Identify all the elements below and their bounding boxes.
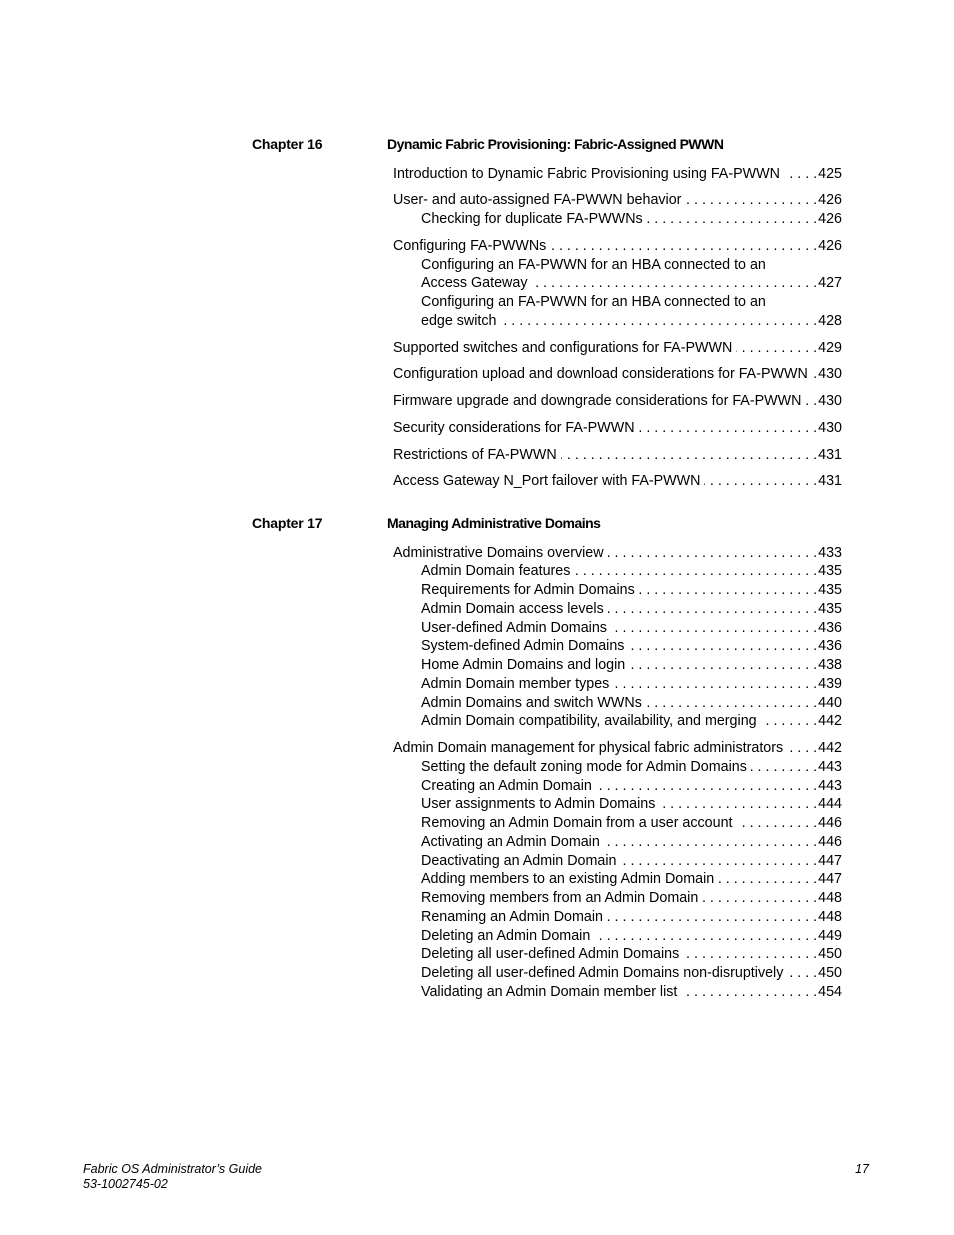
dot-leader — [683, 945, 817, 964]
entry-title: Deleting an Admin Domain — [421, 927, 591, 944]
chapter-title: Managing Administrative Domains — [387, 514, 601, 531]
chapter-block — [0, 514, 954, 1002]
toc-section-group — [0, 365, 954, 384]
toc-subentry[interactable] — [421, 619, 842, 638]
dot-leader — [611, 619, 817, 638]
dot-leader — [574, 562, 817, 581]
entry-title: User assignments to Admin Domains — [421, 796, 656, 813]
toc-subentry[interactable] — [421, 795, 842, 814]
entry-page-number: 443 — [818, 777, 842, 794]
toc-subentry[interactable] — [421, 852, 842, 871]
entry-page-number: 431 — [818, 446, 842, 463]
dot-leader — [718, 870, 817, 889]
dot-leader — [621, 852, 818, 871]
entry-page-number: 439 — [818, 675, 842, 692]
entry-title: Admin Domain compatibility, availability, and merging — [421, 713, 757, 730]
entry-line — [421, 889, 842, 908]
table-of-contents — [0, 135, 954, 1002]
toc-entry[interactable] — [393, 419, 842, 438]
entry-line — [393, 472, 842, 491]
toc-subentry[interactable] — [421, 777, 842, 796]
entry-title: Configuring an FA-PWWN for an HBA connected to an — [421, 294, 766, 311]
entry-title: Configuration upload and download considerations for FA-PWWN — [393, 366, 808, 383]
entry-page-number: 436 — [818, 638, 842, 655]
toc-subentry[interactable] — [421, 712, 842, 731]
toc-subentry[interactable] — [421, 210, 842, 229]
toc-subentry[interactable] — [421, 758, 842, 777]
toc-subentry[interactable] — [421, 675, 842, 694]
entry-title: Home Admin Domains and login — [421, 657, 626, 674]
dot-leader — [681, 983, 817, 1002]
entry-page-number: 447 — [818, 852, 842, 869]
toc-subentry[interactable] — [421, 600, 842, 619]
entry-title: Security considerations for FA-PWWN — [393, 419, 635, 436]
entry-page-number: 426 — [818, 192, 842, 209]
toc-subentry[interactable] — [421, 927, 842, 946]
chapter-block — [0, 135, 954, 492]
entry-title: Deleting all user-defined Admin Domains non-disruptively — [421, 965, 784, 982]
entry-title: Supported switches and configurations for FA-PWWN — [393, 339, 733, 356]
entry-line — [421, 312, 842, 331]
dot-leader — [628, 637, 817, 656]
toc-section-group — [0, 165, 954, 184]
dot-leader — [604, 833, 817, 852]
entry-line — [421, 870, 842, 889]
entry-title: Introduction to Dynamic Fabric Provisioning using FA-PWWN — [393, 165, 780, 182]
dot-leader — [659, 795, 817, 814]
entry-page-number: 448 — [818, 908, 842, 925]
entry-page-number: 430 — [818, 419, 842, 436]
chapter-heading — [0, 514, 954, 533]
toc-section-group — [0, 392, 954, 411]
entry-line — [421, 256, 842, 275]
entry-line — [393, 237, 842, 256]
toc-section-group — [0, 419, 954, 438]
entry-line — [421, 581, 842, 600]
entry-title: Renaming an Admin Domain — [421, 908, 603, 925]
entry-page-number: 435 — [818, 582, 842, 599]
entry-page-number: 436 — [818, 619, 842, 636]
dot-leader — [751, 758, 817, 777]
dot-leader — [596, 777, 817, 796]
entry-title-continued: edge switch — [421, 312, 497, 329]
dot-leader — [594, 927, 817, 946]
entry-line — [393, 392, 842, 411]
entry-page-number: 442 — [818, 713, 842, 730]
dot-leader — [607, 908, 817, 927]
dot-leader — [608, 600, 817, 619]
toc-subentry[interactable] — [421, 637, 842, 656]
toc-section-group — [0, 446, 954, 465]
entry-page-number: 428 — [818, 312, 842, 329]
entry-line — [393, 446, 842, 465]
entry-line — [421, 712, 842, 731]
entry-title: Removing members from an Admin Domain — [421, 890, 699, 907]
dot-leader — [629, 656, 817, 675]
entry-line — [421, 210, 842, 229]
dot-leader — [561, 446, 818, 465]
chapter-heading — [0, 135, 954, 154]
chapter-label: Chapter 17 — [252, 514, 323, 531]
entry-line — [421, 777, 842, 796]
entry-line — [421, 964, 842, 983]
toc-subentry[interactable] — [421, 814, 842, 833]
entry-page-number: 435 — [818, 563, 842, 580]
entry-line — [421, 619, 842, 638]
toc-section-group — [0, 739, 954, 1002]
entry-page-number: 435 — [818, 600, 842, 617]
toc-subentry[interactable] — [421, 945, 842, 964]
toc-section-group — [0, 544, 954, 732]
footer-page-number: 17 — [855, 1161, 869, 1176]
toc-entry[interactable] — [393, 739, 842, 758]
entry-page-number: 425 — [818, 165, 842, 182]
entry-title: Configuring FA-PWWNs — [393, 237, 547, 254]
dot-leader — [787, 964, 817, 983]
chapter-label: Chapter 16 — [252, 135, 323, 152]
entry-title: Configuring an FA-PWWN for an HBA connected to an — [421, 256, 766, 273]
toc-subentry[interactable] — [421, 256, 842, 294]
toc-entry[interactable] — [393, 365, 842, 384]
toc-entry[interactable] — [393, 392, 842, 411]
entry-line — [421, 600, 842, 619]
entry-line — [421, 833, 842, 852]
entry-title: Creating an Admin Domain — [421, 777, 592, 794]
entry-title: Deleting all user-defined Admin Domains — [421, 946, 680, 963]
entry-page-number: 443 — [818, 758, 842, 775]
entry-title: User- and auto-assigned FA-PWWN behavior — [393, 192, 682, 209]
dot-leader — [812, 365, 817, 384]
entry-line — [421, 814, 842, 833]
entry-page-number: 433 — [818, 544, 842, 561]
entry-title: Access Gateway N_Port failover with FA-PWWN — [393, 473, 701, 490]
entry-page-number: 454 — [818, 983, 842, 1000]
dot-leader — [639, 419, 818, 438]
entry-line — [393, 544, 842, 563]
entry-line — [421, 945, 842, 964]
entry-page-number: 426 — [818, 237, 842, 254]
entry-line — [393, 191, 842, 210]
dot-leader — [639, 581, 817, 600]
dot-leader — [784, 165, 817, 184]
entry-line — [421, 852, 842, 871]
dot-leader — [608, 544, 818, 563]
entry-page-number: 449 — [818, 927, 842, 944]
entry-line — [421, 927, 842, 946]
entry-page-number: 440 — [818, 694, 842, 711]
entry-title: Removing an Admin Domain from a user account — [421, 815, 733, 832]
toc-entry[interactable] — [393, 472, 842, 491]
entry-page-number: 431 — [818, 473, 842, 490]
entry-title: Admin Domain access levels — [421, 600, 604, 617]
entry-line — [421, 694, 842, 713]
entry-page-number: 444 — [818, 796, 842, 813]
entry-title: Admin Domain management for physical fabric administrators — [393, 740, 784, 757]
toc-section-group — [0, 472, 954, 491]
entry-line — [421, 562, 842, 581]
toc-subentry[interactable] — [421, 964, 842, 983]
toc-section-group — [0, 237, 954, 331]
toc-section-group — [0, 339, 954, 358]
dot-leader — [702, 889, 817, 908]
toc-entry[interactable] — [393, 191, 842, 210]
entry-page-number: 446 — [818, 833, 842, 850]
dot-leader — [550, 237, 817, 256]
entry-line — [393, 739, 842, 758]
entry-page-number: 426 — [818, 211, 842, 228]
dot-leader — [737, 814, 818, 833]
entry-title: Requirements for Admin Domains — [421, 582, 635, 599]
entry-line — [421, 908, 842, 927]
entry-title: Validating an Admin Domain member list — [421, 983, 678, 1000]
entry-line — [421, 983, 842, 1002]
entry-page-number: 442 — [818, 740, 842, 757]
dot-leader — [613, 675, 817, 694]
toc-entry[interactable] — [393, 165, 842, 184]
entry-line — [421, 675, 842, 694]
entry-page-number: 427 — [818, 275, 842, 292]
entry-title: Activating an Admin Domain — [421, 833, 600, 850]
footer-doc-number: 53-1002745-02 — [83, 1176, 168, 1191]
toc-entry[interactable] — [393, 237, 842, 256]
dot-leader — [647, 210, 817, 229]
entry-title: Admin Domain features — [421, 563, 571, 580]
entry-title: Admin Domains and switch WWNs — [421, 694, 642, 711]
entry-title: Adding members to an existing Admin Domain — [421, 871, 715, 888]
toc-entry[interactable] — [393, 446, 842, 465]
toc-section-group — [0, 191, 954, 229]
toc-subentry[interactable] — [421, 983, 842, 1002]
entry-line — [421, 758, 842, 777]
entry-line — [421, 637, 842, 656]
entry-page-number: 450 — [818, 946, 842, 963]
entry-title: Admin Domain member types — [421, 675, 610, 692]
toc-subentry[interactable] — [421, 694, 842, 713]
entry-title: Checking for duplicate FA-PWWNs — [421, 211, 643, 228]
entry-line — [421, 656, 842, 675]
entry-line — [393, 365, 842, 384]
dot-leader — [531, 274, 817, 293]
toc-subentry[interactable] — [421, 833, 842, 852]
entry-title: Administrative Domains overview — [393, 544, 604, 561]
entry-title: Deactivating an Admin Domain — [421, 852, 617, 869]
toc-subentry[interactable] — [421, 581, 842, 600]
dot-leader — [787, 739, 817, 758]
entry-line — [393, 419, 842, 438]
page-footer — [83, 1162, 262, 1192]
entry-page-number: 447 — [818, 871, 842, 888]
entry-page-number: 430 — [818, 393, 842, 410]
entry-page-number: 429 — [818, 339, 842, 356]
entry-title: System-defined Admin Domains — [421, 638, 625, 655]
entry-line — [421, 274, 842, 293]
entry-title: User-defined Admin Domains — [421, 619, 607, 636]
toc-subentry[interactable] — [421, 293, 842, 331]
entry-title: Firmware upgrade and downgrade considerations for FA-PWWN — [393, 393, 802, 410]
toc-entry[interactable] — [393, 339, 842, 358]
dot-leader — [736, 339, 817, 358]
toc-subentry[interactable] — [421, 889, 842, 908]
entry-title-continued: Access Gateway — [421, 275, 528, 292]
entry-title: Restrictions of FA-PWWN — [393, 446, 557, 463]
dot-leader — [685, 191, 817, 210]
entry-page-number: 448 — [818, 890, 842, 907]
toc-subentry[interactable] — [421, 870, 842, 889]
entry-page-number: 450 — [818, 965, 842, 982]
dot-leader — [646, 694, 817, 713]
toc-entry[interactable] — [393, 544, 842, 563]
entry-line — [421, 293, 842, 312]
dot-leader — [704, 472, 817, 491]
toc-subentry[interactable] — [421, 562, 842, 581]
chapter-title: Dynamic Fabric Provisioning: Fabric-Assigned PWWN — [387, 135, 724, 152]
toc-subentry[interactable] — [421, 908, 842, 927]
entry-page-number: 446 — [818, 815, 842, 832]
entry-line — [393, 339, 842, 358]
entry-line — [393, 165, 842, 184]
entry-title: Setting the default zoning mode for Admin Domains — [421, 758, 747, 775]
entry-line — [421, 795, 842, 814]
footer-guide-title: Fabric OS Administrator’s Guide — [83, 1161, 262, 1176]
entry-page-number: 438 — [818, 657, 842, 674]
dot-leader — [805, 392, 817, 411]
toc-subentry[interactable] — [421, 656, 842, 675]
dot-leader — [501, 312, 818, 331]
entry-page-number: 430 — [818, 366, 842, 383]
dot-leader — [761, 712, 818, 731]
